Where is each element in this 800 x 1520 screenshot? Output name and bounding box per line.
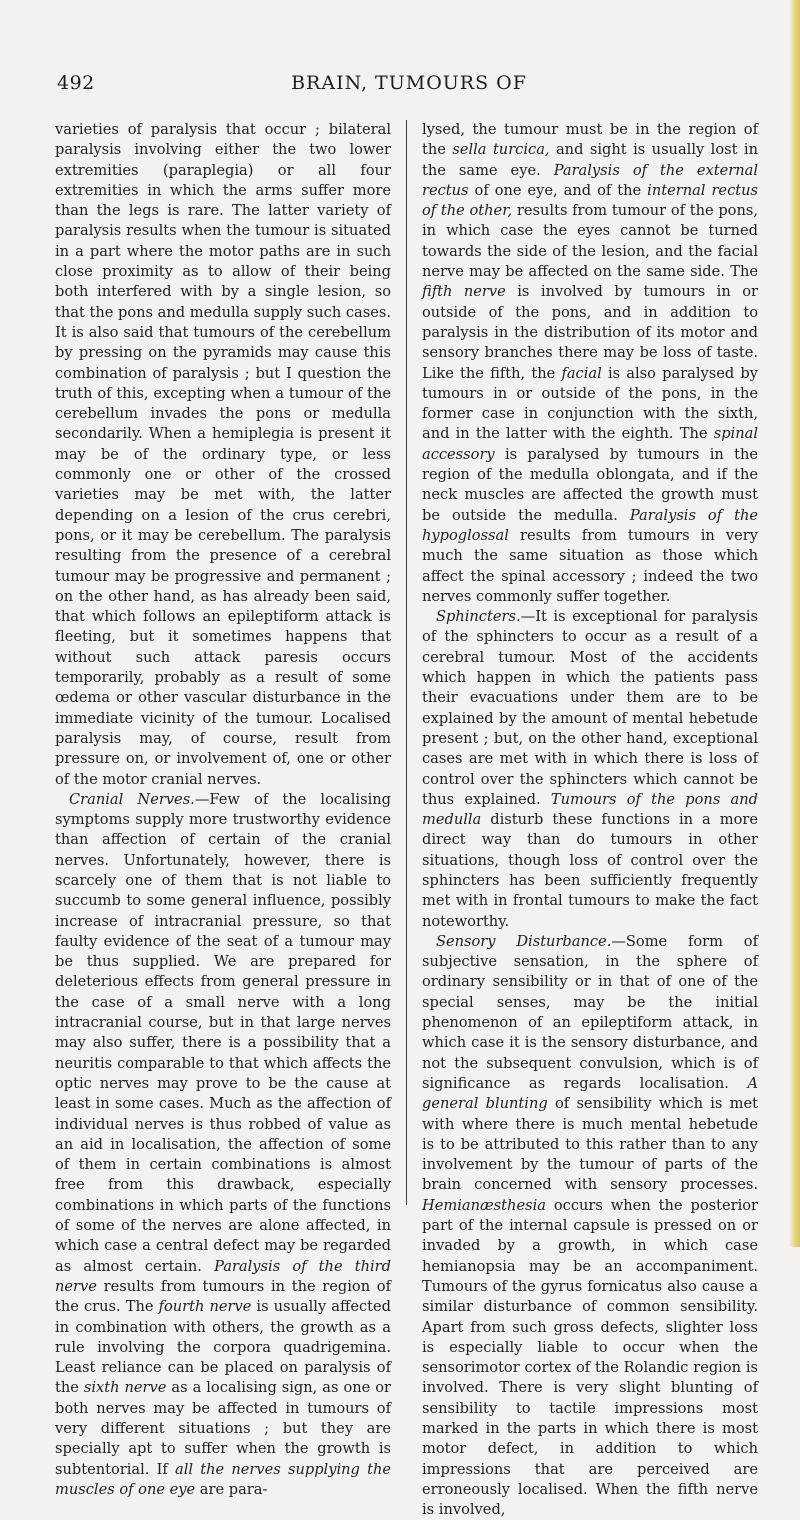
italic-phrase: Hemianæsthesia (422, 1196, 546, 1214)
page-header (55, 72, 763, 102)
italic-phrase: internal rectus of the other, (422, 181, 758, 220)
text-run: is involved by tumours in or outside of the pons, and in addition to paralysis in the distribution of its motor and sensory branches there may be loss of taste. Like the fifth, the (422, 283, 758, 382)
italic-phrase: Paralysis of the third nerve (55, 1257, 391, 1295)
text-run: is usually affected in combination with others, the growth as a rule involving the corpora quadrigemina. Least reliance can be placed on paralysis of the (55, 1298, 392, 1397)
italic-phrase: fourth nerve (158, 1298, 252, 1316)
text-run: disturb these functions in a more direct way than do tumours in other situations, though loss of control over the sphincters has been sufficiently frequently met with in frontal tumours to make the fact noteworthy. (422, 811, 758, 930)
paragraph-cranial-nerves (55, 790, 391, 1500)
italic-phrase: sixth nerve (83, 1379, 167, 1397)
text-run: results from tumour of the pons, in which case the eyes cannot be turned towards the side of the lesion, and the facial nerve may be affected on the same side. The (422, 202, 758, 281)
page-number: 492 (57, 72, 95, 94)
italic-phrase: Sensory Disturbance. (436, 932, 612, 950)
text-run: of one eye, and of the (468, 181, 648, 199)
italic-phrase: Paralysis of the external rectus (422, 161, 759, 199)
text-run: and sight is usually lost in the same eye. (422, 141, 758, 179)
text-run: as a localising sign, as one or both nerves may be affected in tumours of very different situations ; but they are specially apt to suffer when the growth is subtentorial. If (55, 1379, 392, 1478)
text-run: results from tumours in very much the same situation as those which affect the spinal accessory ; indeed the two nerves commonly suffer together. (422, 526, 758, 605)
page-edge (790, 0, 800, 1247)
text-run: varieties of paralysis that occur ; bilateral paralysis involving either the two lower extremities (paraplegia) or all four extremities in which the arms suffer more than the legs is rare. The latter variety of paralysis results when the tumour is situated in a part where the motor paths are in such close proximity as to allow of their being both interfered with by a single lesion, so that the pons and medulla supply such cases. It is also said that tumours of the cerebellum by pressing on the pyramids may cause this combination of paralysis ; but I question the truth of this, excepting when a tumour of the cerebellum invades the pons or medulla secondarily. When a hemiplegia is present it may be of the ordinary type, or less commonly one or other of the crossed varieties may be met with, the latter depending on a lesion of the crus cerebri, pons, or it may be cerebellum. The paralysis resulting from the presence of a cerebral tumour may be progressive and permanent ; on the other hand, as has already been said, that which follows an epileptiform attack is fleeting, but it sometimes happens that without such attack paresis occurs temporarily, probably as a result of some œdema or other vascular disturbance in the immediate vicinity of the tumour. Localised paralysis may, of course, result from pressure on, or involvement of, one or other of the motor cranial nerves. (55, 121, 391, 788)
paragraph-sensory-disturbance (422, 932, 758, 1520)
italic-phrase: sella turcica, (452, 141, 550, 159)
italic-phrase: spinal accessory (422, 425, 758, 463)
italic-phrase: facial (561, 364, 602, 382)
italic-phrase: Paralysis of the hypoglossal (422, 506, 758, 544)
italic-phrase: all the nerves supplying the muscles of one eye (55, 1460, 391, 1498)
italic-phrase: A general blunting (422, 1074, 758, 1113)
right-column (422, 120, 758, 1520)
text-run: occurs when the posterior part of the internal capsule is pressed on or invaded by a growth, in which case hemianopsia may be an accompaniment. Tumours of the gyrus fornicatus also cause a similar disturbance of common sensibility. Apart from such gross defects, slighter loss is especially liable to occur when the sensorimotor cortex of the Rolandic region is involved. There is very slight blunting of sensibility to tactile impressions most marked in the parts in which there is most motor defect, in addition to which impressions that are perceived are erroneously localised. When the fifth nerve is involved, (422, 1196, 758, 1519)
left-column (55, 120, 391, 1500)
text-run: lysed, the tumour must be in the region of the (422, 121, 758, 159)
paragraph-intro (55, 120, 391, 790)
text-run: is also paralysed by tumours in or outside of the pons, in the former case in conjunction with the sixth, and in the latter with the eighth. The (422, 364, 758, 443)
text-run: —It is exceptional for paralysis of the sphincters to occur as a result of a cerebral tumour. Most of the accidents which happen in which the patients pass their evacuations under them are to be explained by the amount of mental hebetude present ; but, on the other hand, exceptional cases are met with in which there is loss of control over the sphincters which cannot be thus explained. (422, 608, 758, 808)
text-run: are para- (195, 1480, 268, 1498)
paragraph-continuation (422, 120, 758, 607)
italic-phrase: fifth nerve (422, 283, 506, 301)
text-run: of sensibility which is met with where there is much mental hebetude is to be attributed to this rather than to any involvement by the tumour of parts of the brain concerned with sensory processes. (422, 1095, 759, 1194)
text-run: is paralysed by tumours in the region of the medulla oblongata, and if the neck muscles are affected the growth must be outside the medulla. (422, 445, 758, 524)
text-run: results from tumours in the region of the crus. The (55, 1277, 391, 1316)
italic-phrase: Cranial Nerves. (69, 790, 195, 808)
column-divider (406, 120, 407, 1205)
paragraph-sphincters (422, 607, 758, 932)
text-run: —Few of the localising symptoms supply more trustworthy evidence than affection of certain of the cranial nerves. Unfortunately, however, there is scarcely one of them that is not liable to succumb to some general influence, possibly increase of intracranial pressure, so that faulty evidence of the seat of a tumour may be thus supplied. We are prepared for deleterious effects from general pressure in the case of a small nerve with a long intracranial course, but in that large nerves may also suffer, there is a possibility that a neuritis comparable to that which affects the optic nerves may prove to be the cause at least in some cases. Much as the affection of individual nerves is thus robbed of value as an aid in localisation, the affection of some of them in certain combinations is almost free from this drawback, especially combinations in which parts of the functions of some of the nerves are alone affected, in which case a central defect may be regarded as almost certain. (55, 790, 391, 1275)
running-title: BRAIN, TUMOURS OF (291, 72, 527, 94)
text-run: —Some form of subjective sensation, in the sphere of ordinary sensibility or in that of one of the special senses, may be the initial phenomenon of an epileptiform attack, in which case it is the sensory disturbance, and not the subsequent convulsion, which is of significance as regards localisation. (422, 932, 758, 1092)
italic-phrase: Tumours of the pons and medulla (422, 790, 758, 829)
text-columns (55, 120, 763, 1519)
italic-phrase: Sphincters. (436, 608, 521, 626)
